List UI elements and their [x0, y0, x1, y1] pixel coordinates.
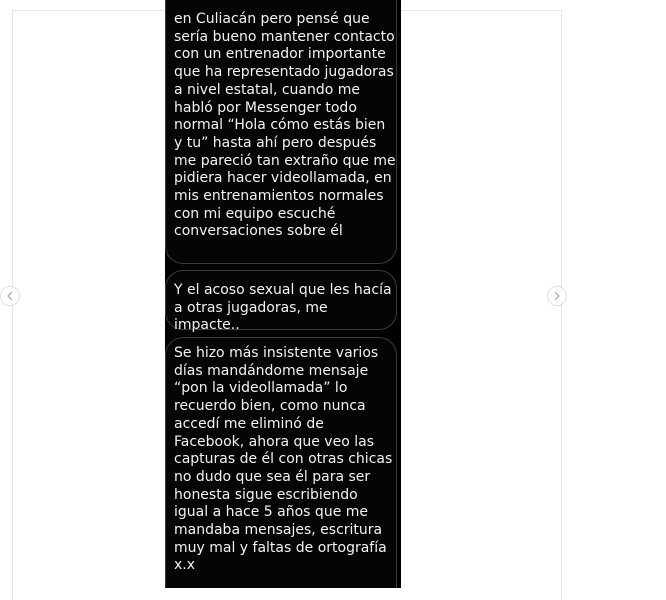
chevron-left-icon — [5, 291, 15, 301]
message-text: en Culiacán pero pensé que sería bueno mantener contacto con un entrenador importante que ha representado jugadoras a nivel estatal, cuando me habló por Messenger todo normal “Hola cómo estás bien y tu” hasta ahí pero después me pareció tan extraño que me pidiera hacer videollamada, en mis entrenamientos normales con mi equipo escuché conversaciones sobre él — [174, 11, 396, 240]
carousel-image[interactable] — [165, 0, 401, 588]
chevron-right-icon — [552, 291, 562, 301]
carousel-next-button[interactable] — [547, 286, 567, 306]
message-text: Se hizo más insistente varios días mandándome mensaje “pon la videollamada” lo recuerdo bien, como nunca accedí me eliminó de Facebook, ahora que veo las capturas de él con otras chicas no dudo que sea él para ser honesta sigue escribiendo igual a hace 5 años que me mandaba mensajes, escritura muy mal y faltas de ortografía x.x — [174, 345, 393, 574]
message-text: Y el acoso sexual que les hacía a otras jugadoras, me impacte.. — [174, 282, 392, 334]
carousel-prev-button[interactable] — [0, 286, 20, 306]
